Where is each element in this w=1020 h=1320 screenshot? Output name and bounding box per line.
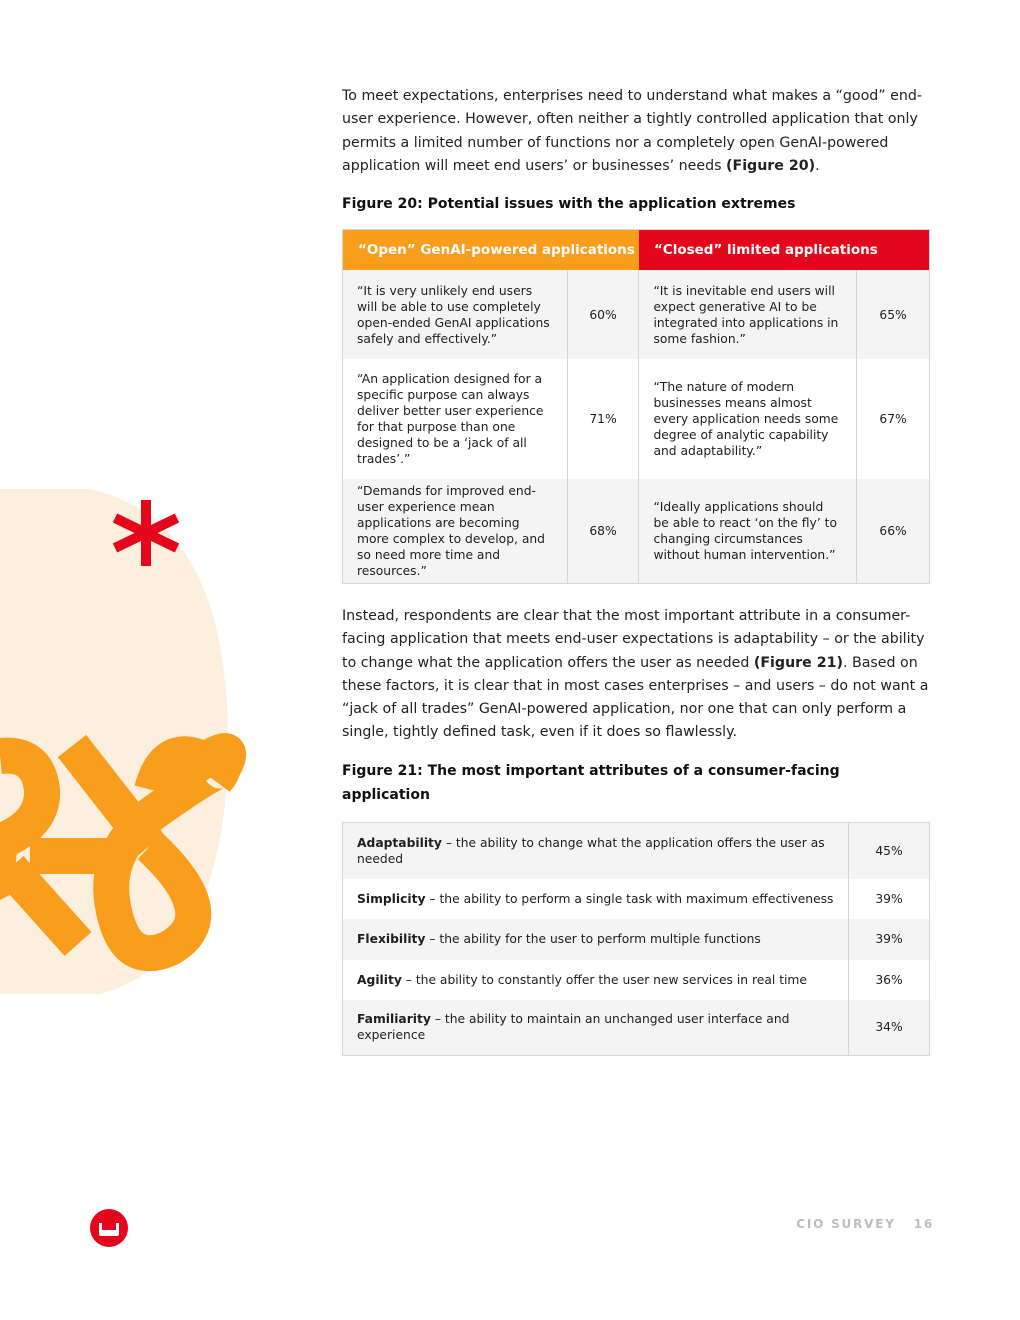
page-number: 16 [913, 1217, 934, 1231]
attribute-percentage: 45% [849, 823, 930, 879]
intro-paragraph [342, 85, 932, 178]
open-percentage: 60% [567, 270, 639, 359]
table-row [343, 359, 930, 479]
table-row [343, 479, 930, 584]
closed-percentage: 67% [857, 359, 930, 479]
attribute-term: Adaptability [357, 835, 442, 850]
attribute-cell [343, 960, 849, 1000]
attribute-term: Agility [357, 972, 402, 987]
closed-quote: “It is inevitable end users will expect generative AI to be integrated into applications in some fashion.” [639, 270, 857, 359]
intro-figure-ref: (Figure 20) [726, 157, 816, 174]
intro-end: . [815, 157, 820, 174]
attribute-percentage: 36% [849, 960, 930, 1000]
couchbase-logo-icon [89, 1208, 129, 1248]
attribute-cell [343, 919, 849, 960]
attribute-percentage: 39% [849, 879, 930, 919]
figure20-table [342, 229, 930, 584]
closed-percentage: 66% [857, 479, 930, 584]
open-quote: “An application designed for a specific purpose can always deliver better user experience for that purpose than one designed to be a ‘jack of all trades’.” [343, 359, 568, 479]
table-row [343, 919, 930, 960]
middle-rest: . Based on these factors, it is clear that in most cases enterprises – and users – do not want a “jack of all trades” GenAI-powered application, nor one that can only perform a single, tightly defined task, even if it does so flawlessly. [342, 654, 929, 741]
middle-paragraph [342, 605, 932, 745]
asterisk-icon [115, 500, 177, 566]
table-row [343, 270, 930, 359]
attribute-percentage: 34% [849, 1000, 930, 1056]
open-quote: “Demands for improved end-user experience mean applications are becoming more complex to develop, and so need more time and resources.” [343, 479, 568, 584]
figure20-title: Figure 20: Potential issues with the application extremes [342, 196, 796, 212]
table-row [343, 1000, 930, 1056]
peach-background-shape [0, 489, 228, 994]
figure21-table [342, 822, 930, 1056]
attribute-desc: – the ability to change what the application offers the user as needed [357, 835, 825, 866]
attribute-cell [343, 879, 849, 919]
attribute-desc: – the ability for the user to perform multiple functions [425, 932, 761, 946]
open-quote: “It is very unlikely end users will be able to use completely open-ended GenAI applications safely and effectively.” [343, 270, 568, 359]
attribute-desc: – the ability to constantly offer the user new services in real time [401, 972, 807, 987]
attribute-desc: – the ability to maintain an unchanged user interface and experience [357, 1012, 790, 1043]
figure21-title: Figure 21: The most important attributes of a consumer-facing application [342, 763, 840, 803]
closed-apps-header: “Closed” limited applications [639, 230, 930, 271]
closed-quote: “Ideally applications should be able to react ‘on the fly’ to changing circumstances without human intervention.” [639, 479, 857, 584]
attribute-desc: – the ability to perform a single task with maximum effectiveness [425, 891, 834, 906]
footer-survey-name: CIO SURVEY [796, 1217, 896, 1231]
table-row [343, 960, 930, 1000]
figure20-header-row [343, 230, 930, 271]
table-row [343, 879, 930, 919]
attribute-term: Familiarity [357, 1012, 431, 1027]
attribute-term: Simplicity [357, 891, 426, 906]
attribute-percentage: 39% [849, 919, 930, 960]
ampersand-icon [0, 746, 228, 953]
closed-quote: “The nature of modern businesses means almost every application needs some degree of analytic capability and adaptability.” [639, 359, 857, 479]
middle-text: Instead, respondents are clear that the most important attribute in a consumer-facing application that meets end-user expectations is adaptability – or the ability to change what the application offers the user as needed [342, 608, 925, 671]
middle-figure-ref: (Figure 21) [753, 654, 843, 671]
open-percentage: 71% [567, 359, 639, 479]
intro-text: To meet expectations, enterprises need to understand what makes a “good” end-user experience. However, often neither a tightly controlled application that only permits a limited number of functions nor a completely open GenAI-powered application will meet end users’ or businesses’ needs [342, 88, 922, 174]
attribute-term: Flexibility [357, 932, 426, 946]
attribute-cell [343, 1000, 849, 1056]
open-apps-header: “Open” GenAI-powered applications [343, 230, 639, 271]
table-row [343, 823, 930, 879]
footer-label [780, 1217, 934, 1231]
closed-percentage: 65% [857, 270, 930, 359]
attribute-cell [343, 823, 849, 879]
open-percentage: 68% [567, 479, 639, 584]
